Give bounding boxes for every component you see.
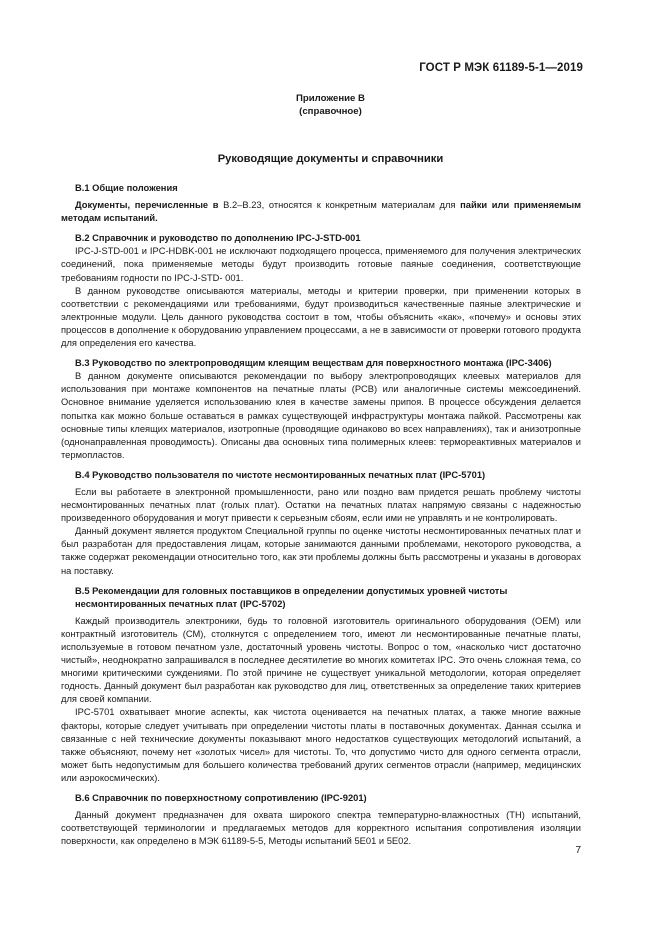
section-paragraph: В данном руководстве описываются материалы, методы и критерии проверки, при применении которых в соответствии с рекомендациями или требованиями, будут производиться качественные паяные электрические и электронные модули. Цель данного руководства состоит в том, чтобы объяснить «как», «почему» и основы этих процессов в дополнение к оборудованию управлением процессами, а не в зависимости от проверки готового продукта для определения его качества. xyxy=(61,285,581,349)
section-title: В.2 Справочник и руководство по дополнению IPC-J-STD-001 xyxy=(75,233,361,244)
section-paragraph: Данный документ является продуктом Специальной группы по оценке чистоты несмонтированных печатных плат и был разработан для предоставления лицам, которые занимаются данными проблемами, некоторого руководства, а также содержат рекомендации относительно того, как эти проблемы должны быть рассмотрены и указаны в договорах на поставку. xyxy=(61,526,581,576)
section-title: В.3 Руководство по электропроводящим клеящим веществам для поверхностного монтажа (IPC-3406) xyxy=(75,358,552,369)
section-b5 xyxy=(61,585,581,785)
appendix-type: (справочное) xyxy=(299,106,362,117)
section-b6 xyxy=(61,792,581,848)
appendix-heading xyxy=(0,92,661,118)
section-title: В.6 Справочник по поверхностному сопротивлению (IPC-9201) xyxy=(75,793,367,804)
section-paragraph xyxy=(61,199,581,225)
section-paragraph: Каждый производитель электроники, будь то головной изготовитель оригинального оборудования (OEM) или контрактный изготовитель (СМ), столкнутся с определением того, имеют ли несмонтированные печатные платы, используемые в готовом печатном узле, достаточный уровень чистоты. Вопрос о том, «насколько чист достаточно чистый», неоднократно запрашивался в последнее десятилетие во многих комитетах IPC. Это очень сложная тема, со многими критическими суждениями. По этой причине не существует уникальной методологии, которая определяет годность. Данный документ был разработан как руководство для лиц, ответственных за определение таких критериев для своей компании. xyxy=(61,615,581,705)
section-title: В.5 Рекомендации для головных поставщиков в определении допустимых уровней чистоты несмонтированных печатных плат (IPC-5702) xyxy=(75,585,508,609)
paragraph-bold-part: Документы, перечисленные в xyxy=(75,200,224,211)
section-b3 xyxy=(61,357,581,462)
page-number: 7 xyxy=(575,845,581,856)
appendix-label: Приложение В xyxy=(296,93,365,104)
document-body xyxy=(61,182,581,848)
paragraph-bold-part: пайки или применяемым методам испытаний. xyxy=(61,200,582,224)
section-paragraph: Данный документ предназначен для охвата широкого спектра температурно-влажностных (TH) испытаний, соответствующей терминологии и предлагаемых методов для корректного испытания сопротивления изоляции поверхности, как определено в МЭК 61189-5-5, Методы испытаний 5Е01 и 5Е02. xyxy=(61,810,581,847)
section-title: В.1 Общие положения xyxy=(75,183,178,193)
section-b1 xyxy=(61,182,581,225)
section-paragraph: Если вы работаете в электронной промышленности, рано или поздно вам придется решать проблему чистоты несмонтированных печатных плат (голых плат). Остатки на печатных платах напрямую связаны с надежностью произведенного оборудования и могут привести к серьезным сбоям, если ими не управлять и не контролировать. xyxy=(61,486,581,524)
section-paragraph: В данном документе описываются рекомендации по выбору электропроводящих клеевых материалов для использования при монтаже компонентов на печатные платы (PCB) или аналогичные системы межсоединений. Основное внимание уделяется использованию клея в качестве замены припоя. В процессе обсуждения делается попытка как можно больше оставаться в рамках существующей инфраструктуры монтажа пайкой. Рассмотрены как основные типы клеящих материалов, изотропные (проводящие одинаково во всех направлениях), так и анизотропные (однонаправленная проводимость). Описаны два основных типа полимерных клеев: термореактивных материалов и термопластов. xyxy=(61,371,581,460)
section-b4 xyxy=(61,469,581,578)
standard-designation: ГОСТ Р МЭК 61189-5-1—2019 xyxy=(419,62,583,74)
page-title: Руководящие документы и справочники xyxy=(217,153,444,165)
paragraph-normal-part: В.2–В.23, относятся к конкретным материалам для xyxy=(223,200,461,211)
section-paragraph: IPC-5701 охватывает многие аспекты, как чистота оценивается на печатных платах, а также многие важные факторы, которые следует учитывать при определении чистоты платы в поставочных документах. Данная ссылка и связанные с ней технические документы показывают много недостатков существующих методологий испытаний, а также объясняют, почему нет «золотых чисел» для чистоты. То, что допустимо чисто для одного сегмента отрасли, может быть недопустимым для большего количества требований других сегментов отрасли (например, медицинских или аэрокосмических). xyxy=(61,707,581,783)
section-title: В.4 Руководство пользователя по чистоте несмонтированных печатных плат (IPC-5701) xyxy=(75,469,486,480)
section-paragraph: IPC-J-STD-001 и IPC-HDBK-001 не исключают подходящего процесса, применяемого для получения электрических соединений, пока применяемые методы будут производить готовые паяные соединения, соответствующие требованиям годности по IPC-J-STD- 001. xyxy=(61,246,581,283)
section-b2 xyxy=(61,232,581,350)
